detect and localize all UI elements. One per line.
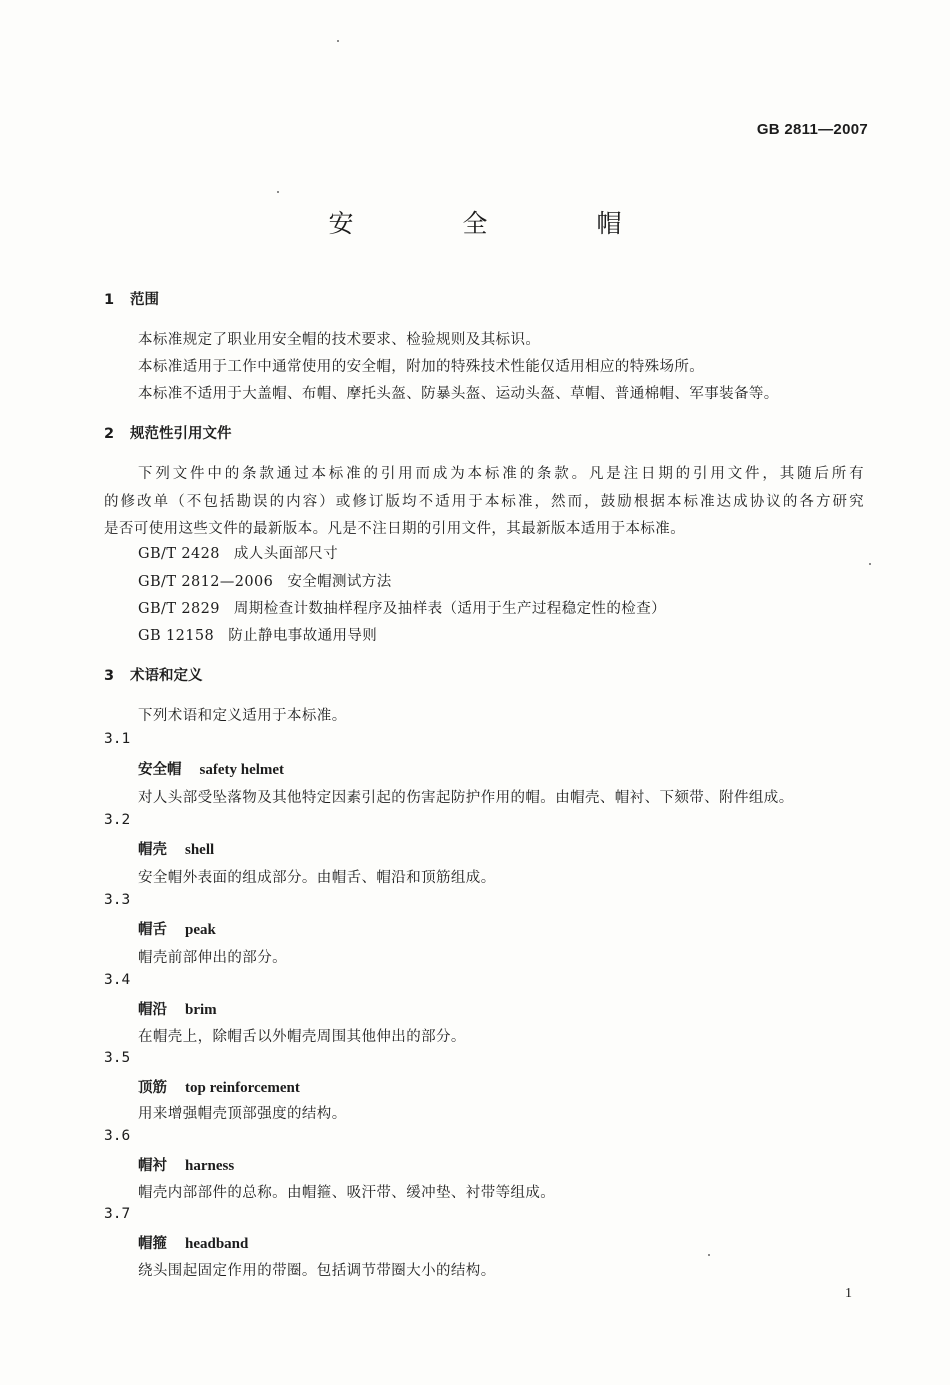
- paragraph-line: 是否可使用这些文件的最新版本。凡是不注日期的引用文件，其最新版本适用于本标准。: [104, 521, 686, 537]
- term-number: 3.5: [104, 1050, 131, 1066]
- reference-item: [138, 542, 338, 563]
- term-definition: 对人头部受坠落物及其他特定因素引起的伤害起防护作用的帽。由帽壳、帽衬、下颏带、附件组成。: [138, 790, 794, 806]
- term-number: 3.7: [104, 1206, 131, 1222]
- term-definition: 在帽壳上，除帽舌以外帽壳周围其他伸出的部分。: [138, 1029, 466, 1045]
- term-heading: [138, 918, 216, 939]
- reference-title: 安全帽测试方法: [287, 574, 392, 590]
- term-number: 3.2: [104, 812, 131, 828]
- scan-speck: [277, 191, 279, 193]
- section-heading-normative-references: [104, 422, 232, 443]
- reference-item: [138, 570, 392, 591]
- document-title: 安 全 帽: [328, 209, 664, 238]
- term-chinese: 帽箍: [138, 1236, 167, 1252]
- reference-item: [138, 624, 377, 645]
- paragraph: 本标准不适用于大盖帽、布帽、摩托头盔、防暴头盔、运动头盔、草帽、普通棉帽、军事装备等。: [138, 386, 779, 402]
- term-english: headband: [185, 1236, 249, 1252]
- term-english: safety helmet: [199, 762, 285, 778]
- section-heading-terms: [104, 664, 203, 685]
- term-heading: [138, 1076, 300, 1097]
- page-number: 1: [845, 1286, 852, 1301]
- term-chinese: 帽壳: [138, 842, 167, 858]
- section-title: 范围: [130, 292, 159, 308]
- reference-title: 周期检查计数抽样程序及抽样表（适用于生产过程稳定性的检查）: [233, 601, 667, 617]
- term-chinese: 顶筋: [138, 1080, 167, 1096]
- term-definition: 绕头围起固定作用的带圈。包括调节带圈大小的结构。: [138, 1263, 496, 1279]
- term-english: brim: [185, 1002, 217, 1018]
- reference-title: 成人头面部尺寸: [233, 546, 339, 562]
- term-english: shell: [185, 842, 215, 858]
- reference-title: 防止静电事故通用导则: [228, 628, 378, 644]
- term-english: peak: [185, 922, 216, 938]
- term-chinese: 帽舌: [138, 922, 167, 938]
- term-definition: 帽壳内部部件的总称。由帽箍、吸汗带、缓冲垫、衬带等组成。: [138, 1185, 556, 1201]
- paragraph: 本标准规定了职业用安全帽的技术要求、检验规则及其标识。: [138, 332, 541, 348]
- reference-item: [138, 597, 666, 618]
- section-number: 1: [104, 292, 115, 308]
- section-title: 术语和定义: [130, 668, 203, 684]
- scan-speck: [337, 40, 339, 42]
- term-chinese: 帽衬: [138, 1158, 167, 1174]
- term-heading: [138, 838, 214, 859]
- term-number: 3.4: [104, 972, 131, 988]
- paragraph-line: 的修改单（不包括勘误的内容）或修订版均不适用于本标准，然而，鼓励根据本标准达成协议的各方研究: [104, 494, 864, 510]
- reference-code: GB/T 2829: [138, 601, 220, 617]
- section-heading-scope: [104, 288, 159, 309]
- paragraph-line: 下列文件中的条款通过本标准的引用而成为本标准的条款。凡是注日期的引用文件，其随后所有: [138, 466, 864, 482]
- term-number: 3.6: [104, 1128, 131, 1144]
- reference-code: GB/T 2812—2006: [138, 574, 274, 590]
- scan-speck: [869, 563, 871, 565]
- paragraph: 下列术语和定义适用于本标准。: [138, 708, 347, 724]
- term-heading: [138, 998, 217, 1019]
- reference-code: GB/T 2428: [138, 546, 220, 562]
- term-english: top reinforcement: [185, 1080, 300, 1096]
- term-number: 3.3: [104, 892, 131, 908]
- term-chinese: 帽沿: [138, 1002, 167, 1018]
- term-number: 3.1: [104, 731, 131, 747]
- paragraph: 本标准适用于工作中通常使用的安全帽，附加的特殊技术性能仅适用相应的特殊场所。: [138, 359, 705, 375]
- term-heading: [138, 1154, 234, 1175]
- scan-speck: [708, 1254, 710, 1256]
- reference-code: GB 12158: [138, 628, 215, 644]
- term-definition: 用来增强帽壳顶部强度的结构。: [138, 1106, 347, 1122]
- term-definition: 安全帽外表面的组成部分。由帽舌、帽沿和顶筋组成。: [138, 870, 496, 886]
- term-heading: [138, 758, 284, 779]
- section-number: 3: [104, 668, 115, 684]
- standard-code: GB 2811—2007: [756, 121, 868, 138]
- section-number: 2: [104, 426, 115, 442]
- term-definition: 帽壳前部伸出的部分。: [138, 950, 287, 966]
- term-heading: [138, 1232, 248, 1253]
- term-chinese: 安全帽: [138, 762, 182, 778]
- section-title: 规范性引用文件: [130, 426, 232, 442]
- term-english: harness: [185, 1158, 235, 1174]
